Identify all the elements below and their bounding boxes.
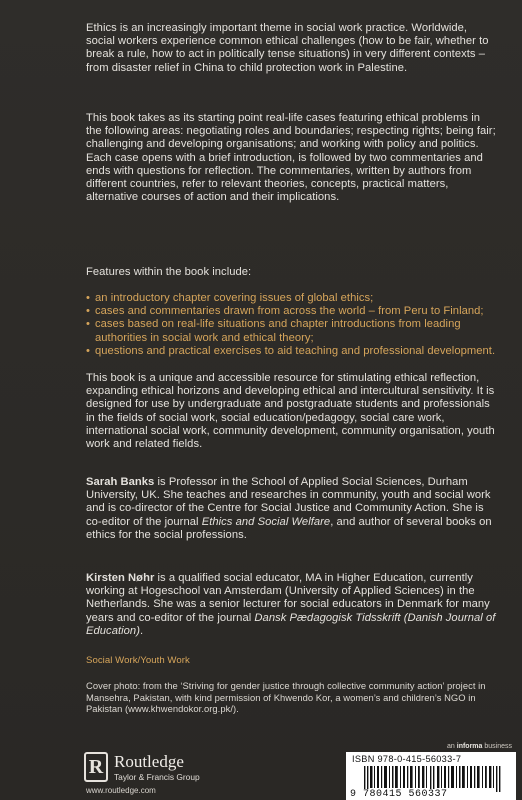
author-bio-part: is Professor in the School of Applied Social Sciences, Durham University, UK. She teaches and researches in community, youth and social work and is co-director of the Centre for Social Justice and Community Action. She is co-editor of the journal (86, 476, 491, 528)
author-name: Kirsten Nøhr (86, 572, 155, 584)
informa-suffix: business (482, 743, 512, 750)
feature-item: • cases and commentaries drawn from across the world – from Peru to Finland; (86, 305, 498, 318)
features-heading-text: Features within the book include: (86, 266, 252, 278)
journal-title-english: (Danish Journal of Education) (86, 611, 496, 637)
features-heading (86, 266, 498, 279)
features-list (86, 292, 498, 358)
cover-photo-credit (86, 680, 498, 715)
cover-photo-text: Cover photo: from the ‘Striving for gender justice through collective community action’ project in Mansehra, Pakistan, with kind permission of Khwendo Kor, a women’s and children’s NGO in Pakistan (www.khwendokor.org.pk/). (86, 680, 486, 715)
author-bio-banks (86, 476, 498, 542)
publisher-subtitle: Taylor & Francis Group (114, 772, 200, 782)
intro-text: Ethics is an increasingly important theme in social work practice. Worldwide, social workers experience common ethical challenges (how to be fair, whether to break a rule, how to act in politically tense situations) in very different contexts – from disaster relief in China to child protection work in Palestine. (86, 22, 489, 74)
journal-title: Ethics and Social Welfare (201, 515, 331, 528)
resource-paragraph (86, 372, 498, 451)
feature-item: • questions and practical exercises to aid teaching and professional development. (86, 345, 498, 358)
cases-paragraph (86, 112, 498, 204)
isbn-barcode-box (346, 752, 516, 800)
subject-category (86, 654, 498, 667)
informa-business-tag (447, 743, 512, 750)
intro-paragraph (86, 22, 498, 75)
routledge-r-icon: R (84, 752, 108, 782)
publisher-url[interactable]: www.routledge.com (86, 786, 156, 795)
barcode-number: 9 780415 560337 (350, 789, 448, 800)
author-bio-nohr (86, 572, 498, 638)
author-bio-text (86, 572, 498, 638)
cases-text: This book takes as its starting point real-life cases featuring ethical problems in the following areas: negotiating roles and boundaries; respecting rights; being fair; challenging and developing organisations; and working with policy and politics. Each case opens with a brief introduction, is followed by two commentaries and ends with questions for reflection. The commentaries, written by authors from different countries, refer to relevant theories, concepts, practical matters, alternative courses of action and their implications. (86, 112, 496, 204)
informa-brand: informa (456, 743, 483, 750)
author-bio-part: , and author of several books on ethics for the social professions. (86, 515, 492, 541)
isbn-number: ISBN 978-0-415-56033-7 (352, 754, 462, 764)
publisher-name: Routledge (114, 752, 184, 771)
informa-prefix: an (447, 743, 457, 750)
feature-item: • cases based on real-life situations and chapter introductions from leading authorities in social work and ethical theory; (86, 318, 498, 344)
author-bio-part: is a qualified social educator, MA in Higher Education, currently working at Hogeschool van Amsterdam (University of Applied Sciences) in the Netherlands. She was a senior lecturer for social educators in Denmark for many years and co-editor of the journal (86, 572, 490, 624)
author-bio-part: . (140, 624, 144, 637)
feature-item: • an introductory chapter covering issues of global ethics; (86, 292, 498, 305)
subject-text: Social Work/Youth Work (86, 655, 190, 666)
author-bio-text (86, 476, 498, 542)
journal-title: Dansk Pædagogisk Tidsskrift (254, 611, 401, 624)
author-name: Sarah Banks (86, 476, 155, 488)
resource-text: This book is a unique and accessible resource for stimulating ethical reflection, expanding ethical horizons and developing ethical and intercultural sensitivity. It is designed for use by undergraduate and postgraduate students and professionals in the fields of social work, social education/pedagogy, social care work, international social work, community development, community organisation, youth work and related fields. (86, 372, 495, 451)
routledge-logo (84, 752, 254, 788)
